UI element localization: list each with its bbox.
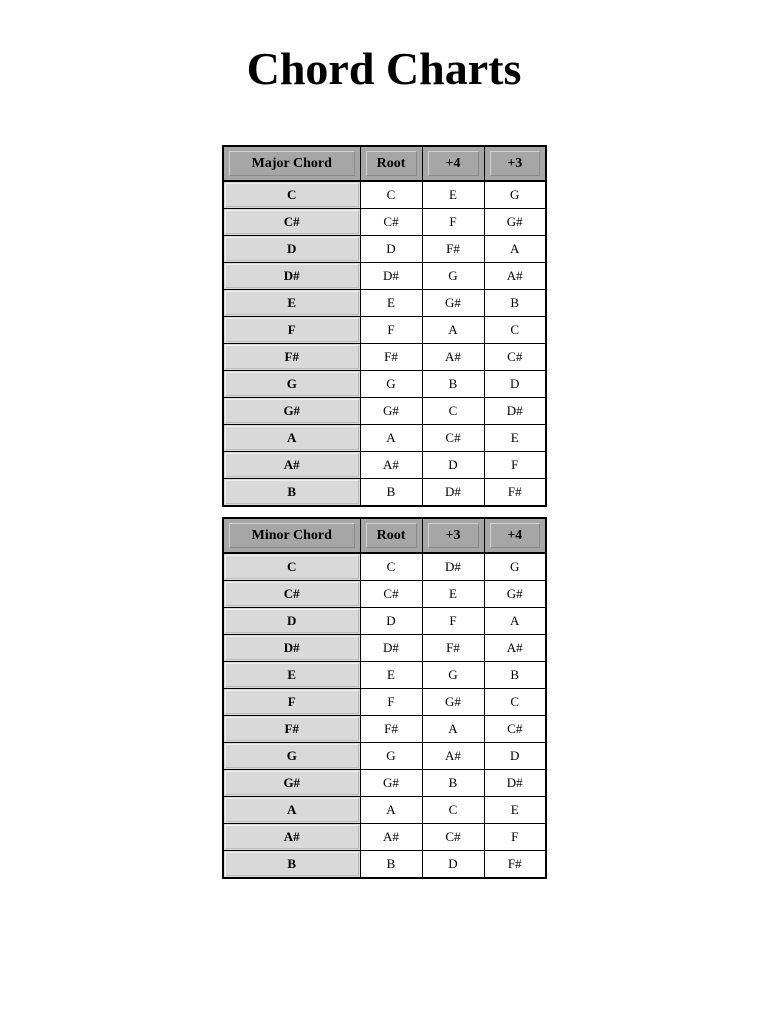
interval-note-cell: C (422, 797, 484, 824)
root-note-cell: A (360, 425, 422, 452)
interval-note-cell: G# (422, 290, 484, 317)
interval-note-cell: G# (422, 689, 484, 716)
interval-note-cell: C# (422, 425, 484, 452)
chord-name-cell: G (223, 371, 360, 398)
interval-note-cell: D# (422, 553, 484, 581)
table-row (223, 851, 546, 879)
interval-note-cell: C# (422, 824, 484, 851)
table-row (223, 608, 546, 635)
interval-note-cell: C (484, 689, 546, 716)
chord-name-cell: G (223, 743, 360, 770)
interval-note-cell: G# (484, 581, 546, 608)
header-root: Root (360, 146, 422, 181)
interval-note-cell: B (484, 290, 546, 317)
interval-note-cell: B (484, 662, 546, 689)
chord-name-cell: A (223, 797, 360, 824)
interval-note-cell: G (422, 662, 484, 689)
minor-chord-table (222, 517, 547, 879)
interval-note-cell: D (422, 452, 484, 479)
root-note-cell: D# (360, 263, 422, 290)
interval-note-cell: A# (484, 635, 546, 662)
table-header-row (223, 518, 546, 553)
minor-chord-rows (223, 553, 546, 878)
interval-note-cell: F (484, 452, 546, 479)
table-row (223, 181, 546, 209)
interval-note-cell: E (484, 797, 546, 824)
interval-note-cell: G (484, 181, 546, 209)
interval-note-cell: F (484, 824, 546, 851)
interval-note-cell: A (422, 317, 484, 344)
chord-name-cell: C (223, 181, 360, 209)
interval-note-cell: A (484, 236, 546, 263)
table-row (223, 290, 546, 317)
interval-note-cell: A# (422, 344, 484, 371)
header-root: Root (360, 518, 422, 553)
root-note-cell: A (360, 797, 422, 824)
chord-name-cell: A (223, 425, 360, 452)
interval-note-cell: F# (422, 236, 484, 263)
table-row (223, 479, 546, 507)
header-plus-4: +4 (422, 146, 484, 181)
table-row (223, 425, 546, 452)
interval-note-cell: A (422, 716, 484, 743)
chord-name-cell: F# (223, 716, 360, 743)
interval-note-cell: A# (422, 743, 484, 770)
root-note-cell: C# (360, 581, 422, 608)
interval-note-cell: E (422, 181, 484, 209)
interval-note-cell: D (484, 743, 546, 770)
interval-note-cell: C# (484, 716, 546, 743)
root-note-cell: G (360, 371, 422, 398)
chord-name-cell: D (223, 608, 360, 635)
chord-name-cell: C (223, 553, 360, 581)
table-row (223, 662, 546, 689)
table-row (223, 398, 546, 425)
chord-name-cell: F (223, 317, 360, 344)
chord-name-cell: E (223, 290, 360, 317)
interval-note-cell: B (422, 770, 484, 797)
chord-name-cell: A# (223, 452, 360, 479)
root-note-cell: G# (360, 398, 422, 425)
root-note-cell: C (360, 553, 422, 581)
chord-name-cell: D (223, 236, 360, 263)
root-note-cell: G (360, 743, 422, 770)
root-note-cell: D (360, 236, 422, 263)
table-row (223, 635, 546, 662)
major-chord-rows (223, 181, 546, 506)
chord-name-cell: G# (223, 398, 360, 425)
interval-note-cell: A# (484, 263, 546, 290)
interval-note-cell: F (422, 209, 484, 236)
root-note-cell: B (360, 479, 422, 507)
interval-note-cell: F# (484, 479, 546, 507)
header-plus-3: +3 (484, 146, 546, 181)
chord-name-cell: D# (223, 635, 360, 662)
table-row (223, 344, 546, 371)
chord-name-cell: D# (223, 263, 360, 290)
interval-note-cell: D (484, 371, 546, 398)
table-row (223, 743, 546, 770)
table-row (223, 209, 546, 236)
root-note-cell: E (360, 662, 422, 689)
table-row (223, 263, 546, 290)
interval-note-cell: D# (484, 770, 546, 797)
root-note-cell: D (360, 608, 422, 635)
chord-name-cell: G# (223, 770, 360, 797)
chord-name-cell: F (223, 689, 360, 716)
chord-name-cell: F# (223, 344, 360, 371)
interval-note-cell: G (422, 263, 484, 290)
root-note-cell: F# (360, 716, 422, 743)
table-row (223, 236, 546, 263)
interval-note-cell: B (422, 371, 484, 398)
header-major-chord: Major Chord (223, 146, 360, 181)
page-title: Chord Charts (246, 43, 522, 94)
table-row (223, 689, 546, 716)
table-row (223, 770, 546, 797)
interval-note-cell: C (422, 398, 484, 425)
chord-name-cell: C# (223, 581, 360, 608)
root-note-cell: C (360, 181, 422, 209)
table-header-row (223, 146, 546, 181)
interval-note-cell: D (422, 851, 484, 879)
interval-note-cell: F# (422, 635, 484, 662)
chord-name-cell: B (223, 851, 360, 879)
root-note-cell: A# (360, 824, 422, 851)
root-note-cell: A# (360, 452, 422, 479)
table-row (223, 824, 546, 851)
header-minor-chord: Minor Chord (223, 518, 360, 553)
table-row (223, 581, 546, 608)
root-note-cell: F# (360, 344, 422, 371)
interval-note-cell: C (484, 317, 546, 344)
chord-name-cell: C# (223, 209, 360, 236)
interval-note-cell: C# (484, 344, 546, 371)
table-row (223, 553, 546, 581)
root-note-cell: G# (360, 770, 422, 797)
header-plus-4: +4 (484, 518, 546, 553)
table-row (223, 452, 546, 479)
interval-note-cell: G# (484, 209, 546, 236)
chord-name-cell: B (223, 479, 360, 507)
root-note-cell: E (360, 290, 422, 317)
header-plus-3: +3 (422, 518, 484, 553)
interval-note-cell: F (422, 608, 484, 635)
table-row (223, 797, 546, 824)
interval-note-cell: E (484, 425, 546, 452)
interval-note-cell: D# (422, 479, 484, 507)
interval-note-cell: G (484, 553, 546, 581)
table-row (223, 716, 546, 743)
chord-name-cell: A# (223, 824, 360, 851)
major-chord-table (222, 145, 547, 507)
root-note-cell: D# (360, 635, 422, 662)
root-note-cell: C# (360, 209, 422, 236)
root-note-cell: F (360, 317, 422, 344)
table-row (223, 317, 546, 344)
root-note-cell: B (360, 851, 422, 879)
interval-note-cell: E (422, 581, 484, 608)
table-row (223, 371, 546, 398)
interval-note-cell: F# (484, 851, 546, 879)
interval-note-cell: D# (484, 398, 546, 425)
root-note-cell: F (360, 689, 422, 716)
interval-note-cell: A (484, 608, 546, 635)
chord-name-cell: E (223, 662, 360, 689)
